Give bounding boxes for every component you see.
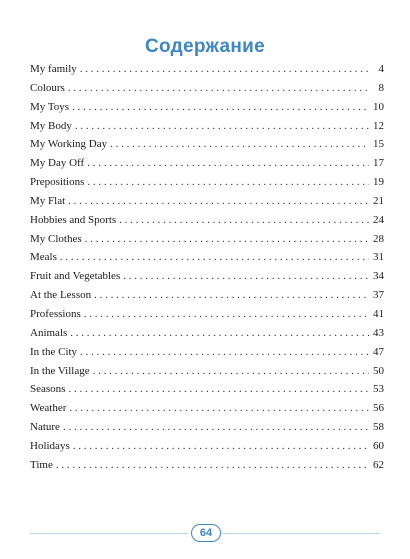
toc-entry <box>30 117 384 136</box>
toc-entry-title: My Day Off <box>30 157 85 170</box>
toc-entry-title: Weather <box>30 402 67 415</box>
dot-leader <box>93 362 369 381</box>
toc-entry-title: Colours <box>30 81 65 94</box>
toc-entry <box>30 418 384 437</box>
toc-entry-title: Prepositions <box>30 176 85 189</box>
dot-leader <box>80 343 369 362</box>
toc-entry-page-number: 50 <box>373 364 384 377</box>
toc-entry-page-number: 4 <box>378 63 384 75</box>
dot-leader <box>75 117 369 136</box>
dot-leader <box>72 98 369 117</box>
toc-entry <box>30 267 384 286</box>
toc-entry <box>30 286 384 305</box>
dot-leader <box>68 192 369 211</box>
toc-entry-title: Seasons <box>30 383 66 396</box>
toc-entry-page-number: 19 <box>373 176 384 189</box>
toc-entry-title: In the City <box>30 345 78 358</box>
dot-leader <box>68 380 369 399</box>
toc-entry-page-number: 62 <box>373 458 384 471</box>
toc-entry-title: In the Village <box>30 364 90 377</box>
toc-entry-page-number: 15 <box>373 138 384 151</box>
toc-entry-title: My Working Day <box>30 138 108 151</box>
toc-entry-page-number: 56 <box>373 402 384 415</box>
toc-entry-page-number: 8 <box>378 81 384 94</box>
dot-leader <box>84 305 369 324</box>
footer-divider-right <box>222 533 380 534</box>
dot-leader <box>80 60 369 79</box>
dot-leader <box>94 286 369 305</box>
toc-entry <box>30 380 384 399</box>
toc-entry-title: Nature <box>30 421 60 434</box>
toc-entry <box>30 135 384 154</box>
toc-entry-page-number: 53 <box>373 383 384 396</box>
dot-leader <box>68 79 369 98</box>
toc-entry <box>30 343 384 362</box>
toc-entry-title: My Clothes <box>30 232 82 245</box>
page-title: Содержание <box>144 36 266 57</box>
dot-leader <box>63 418 369 437</box>
toc-entry-page-number: 37 <box>373 289 384 302</box>
toc-entry-page-number: 31 <box>373 251 384 264</box>
footer-divider-left <box>30 533 188 534</box>
toc-entry-page-number: 60 <box>373 439 384 452</box>
toc-entry <box>30 211 384 230</box>
toc-entry <box>30 98 384 117</box>
toc-entry <box>30 79 384 98</box>
dot-leader <box>60 248 369 267</box>
toc-entry-page-number: 24 <box>373 213 384 226</box>
toc-entry <box>30 437 384 456</box>
toc-entry <box>30 456 384 475</box>
toc-entry-title: Fruit and Vegetables <box>30 270 121 283</box>
toc-entry <box>30 399 384 418</box>
toc-entry-title: Holidays <box>30 439 70 452</box>
toc-entry-title: At the Lesson <box>30 289 92 302</box>
toc-entry <box>30 192 384 211</box>
toc-entry-page-number: 28 <box>373 232 384 245</box>
toc-entry <box>30 305 384 324</box>
toc-entry <box>30 173 384 192</box>
dot-leader <box>69 399 369 418</box>
toc-entry-page-number: 47 <box>373 345 384 358</box>
dot-leader <box>70 324 369 343</box>
dot-leader <box>56 456 369 475</box>
toc-entry-title: My Toys <box>30 100 70 113</box>
toc-entry-title: My family <box>30 63 77 75</box>
dot-leader <box>85 230 369 249</box>
toc-entry-page-number: 41 <box>373 307 384 320</box>
toc-entry-title: Meals <box>30 251 57 264</box>
dot-leader <box>119 211 369 230</box>
toc-entry <box>30 324 384 343</box>
toc-entry <box>30 154 384 173</box>
dot-leader <box>73 437 369 456</box>
toc-entry-page-number: 10 <box>373 100 384 113</box>
dot-leader <box>123 267 369 286</box>
toc-entry-page-number: 34 <box>373 270 384 283</box>
toc-entry-title: Hobbies and Sports <box>30 213 117 226</box>
table-of-contents <box>30 60 384 475</box>
toc-entry-title: My Body <box>30 119 72 132</box>
dot-leader <box>87 173 369 192</box>
dot-leader <box>110 135 369 154</box>
toc-entry-page-number: 58 <box>373 421 384 434</box>
toc-entry-page-number: 17 <box>373 157 384 170</box>
toc-entry-title: Animals <box>30 326 68 339</box>
toc-entry <box>30 230 384 249</box>
toc-entry-title: Time <box>30 458 53 471</box>
dot-leader <box>87 154 369 173</box>
toc-entry-title: My Flat <box>30 194 66 207</box>
toc-entry-page-number: 21 <box>373 194 384 207</box>
toc-entry-page-number: 43 <box>373 326 384 339</box>
toc-entry <box>30 362 384 381</box>
toc-entry <box>30 60 384 79</box>
page-number-badge: 64 <box>191 524 221 542</box>
toc-entry <box>30 248 384 267</box>
toc-entry-page-number: 12 <box>373 119 384 132</box>
toc-entry-title: Professions <box>30 307 81 320</box>
